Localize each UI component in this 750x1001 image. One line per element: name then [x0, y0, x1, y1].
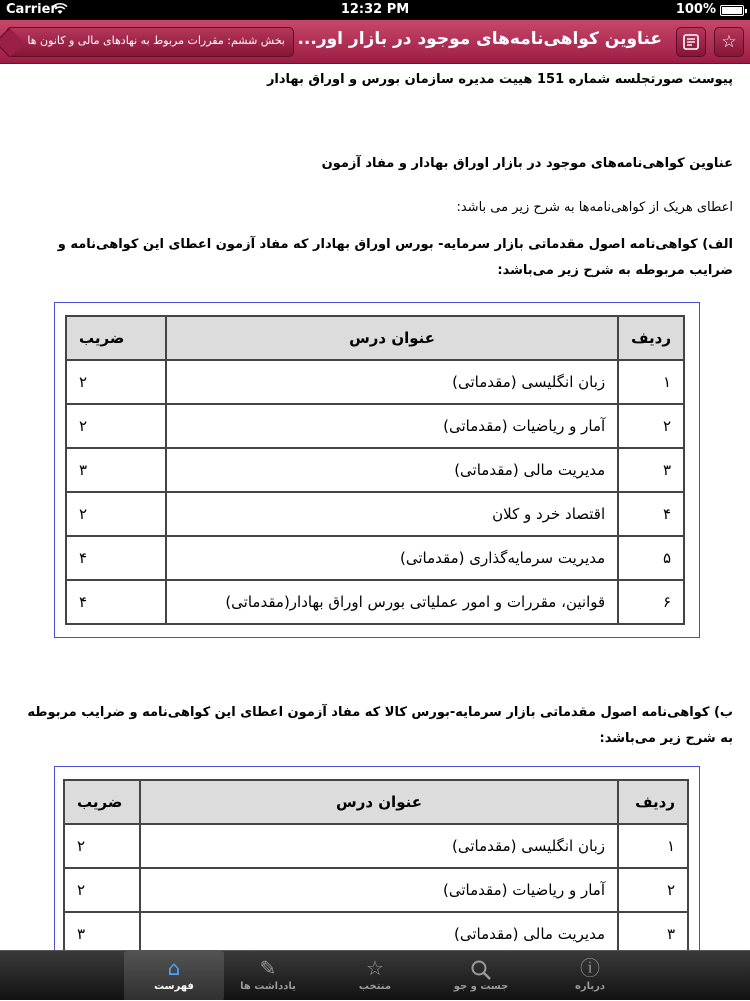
- cell-title: اقتصاد خرد و کلان: [166, 492, 618, 536]
- cell-rank: ۶: [618, 580, 684, 624]
- tab-bar: [0, 950, 750, 1000]
- cell-rank: ۳: [618, 912, 688, 956]
- cell-title: مدیریت مالی (مقدماتی): [166, 448, 618, 492]
- battery-percent: 100%: [675, 2, 716, 17]
- cell-coef: ۲: [64, 868, 140, 912]
- cell-coef: ۲: [66, 360, 166, 404]
- page-title: عناوین کواهی‌نامه‌های موجود در بازار اور...: [297, 29, 662, 49]
- star-icon: ☆: [366, 956, 384, 980]
- cell-rank: ۵: [618, 536, 684, 580]
- tab-home[interactable]: [124, 951, 224, 1001]
- cell-rank: ۱: [618, 824, 688, 868]
- cell-coef: ۳: [66, 448, 166, 492]
- tab-label: جست و جو: [453, 981, 509, 992]
- header-coef: ضریب: [64, 780, 140, 824]
- table-row: [66, 360, 684, 404]
- cell-coef: ۴: [66, 580, 166, 624]
- tab-label: درباره: [574, 981, 606, 992]
- header-rank: ردیف: [618, 316, 684, 360]
- table-b: [63, 779, 689, 957]
- tab-label: منتخب: [358, 981, 392, 992]
- clock: 12:32 PM: [340, 2, 410, 17]
- header-title: عنوان درس: [166, 316, 618, 360]
- tab-about[interactable]: [540, 951, 640, 1001]
- cell-title: مدیریت سرمایه‌گذاری (مقدماتی): [166, 536, 618, 580]
- cell-rank: ۲: [618, 404, 684, 448]
- cell-coef: ۲: [64, 824, 140, 868]
- header-coef: ضریب: [66, 316, 166, 360]
- info-icon: ⓘ: [580, 956, 600, 980]
- carrier-label: Carrier: [6, 2, 57, 17]
- cell-rank: ۱: [618, 360, 684, 404]
- cell-rank: ۴: [618, 492, 684, 536]
- table-header-row: [64, 780, 688, 824]
- back-button[interactable]: بخش ششم: مقررات مربوط به نهادهای مالی و کانون ها: [6, 27, 294, 57]
- cell-rank: ۲: [618, 868, 688, 912]
- table-row: [64, 824, 688, 868]
- battery-icon: [720, 5, 744, 16]
- tab-search[interactable]: [431, 951, 531, 1001]
- table-row: [66, 404, 684, 448]
- cell-coef: ۳: [64, 912, 140, 956]
- cell-title: زبان انگلیسی (مقدماتی): [166, 360, 618, 404]
- section-b-text: ب) کواهی‌نامه اصول مقدماتی بازار سرمایه-بورس کالا که مفاد آزمون اعطای این کواهی‌نامه و ضرایب مربوطه به شرح زیر می‌باشد:: [27, 705, 733, 746]
- notes-button[interactable]: [676, 27, 706, 57]
- cell-coef: ۲: [66, 492, 166, 536]
- header-rank: ردیف: [618, 780, 688, 824]
- table-row: [64, 868, 688, 912]
- star-icon: ☆: [721, 32, 737, 52]
- cell-title: مدیریت مالی (مقدماتی): [140, 912, 618, 956]
- cell-coef: ۴: [66, 536, 166, 580]
- cell-title: آمار و ریاضیات (مقدماتی): [140, 868, 618, 912]
- table-row: [66, 580, 684, 624]
- table-a: [65, 315, 685, 625]
- cell-rank: ۳: [618, 448, 684, 492]
- document-header-line: پیوست صورتجلسه شماره 151 هییت مدیره سازمان بورس و اوراق بهادار: [266, 72, 733, 87]
- cell-coef: ۲: [66, 404, 166, 448]
- table-row: [66, 536, 684, 580]
- document-heading: عناوین کواهی‌نامه‌های موجود در بازار اوراق بهادار و مفاد آزمون: [321, 156, 733, 171]
- table-row: [66, 448, 684, 492]
- table-a-frame: [54, 302, 700, 638]
- cell-title: زبان انگلیسی (مقدماتی): [140, 824, 618, 868]
- header-title: عنوان درس: [140, 780, 618, 824]
- favorite-button[interactable]: [714, 27, 744, 57]
- cell-title: قوانین، مقررات و امور عملیاتی بورس اوراق بهادار(مقدماتی): [166, 580, 618, 624]
- home-icon: ⌂: [167, 956, 181, 980]
- cell-title: آمار و ریاضیات (مقدماتی): [166, 404, 618, 448]
- table-b-frame: [54, 766, 700, 970]
- section-a-text: الف) کواهی‌نامه اصول مقدماتی بازار سرمایه- بورس اوراق بهادار که مفاد آزمون اعطای این کواهی‌نامه و ضرایب مربوطه به شرح زیر می‌باشد:: [57, 237, 733, 278]
- edit-icon: ✎: [259, 956, 277, 980]
- tab-label: یادداشت ها: [240, 981, 296, 992]
- tab-notes[interactable]: [218, 951, 318, 1001]
- navigation-bar: [0, 20, 750, 64]
- intro-text: اعطای هریک از کواهی‌نامه‌ها به شرح زیر می باشد:: [456, 200, 733, 215]
- status-bar: [0, 0, 750, 20]
- document-view[interactable]: [0, 64, 750, 950]
- table-row: [66, 492, 684, 536]
- search-icon: [431, 951, 531, 981]
- tab-label: فهرست: [154, 981, 194, 992]
- table-header-row: [66, 316, 684, 360]
- tab-favorites[interactable]: [325, 951, 425, 1001]
- note-icon: [682, 33, 700, 51]
